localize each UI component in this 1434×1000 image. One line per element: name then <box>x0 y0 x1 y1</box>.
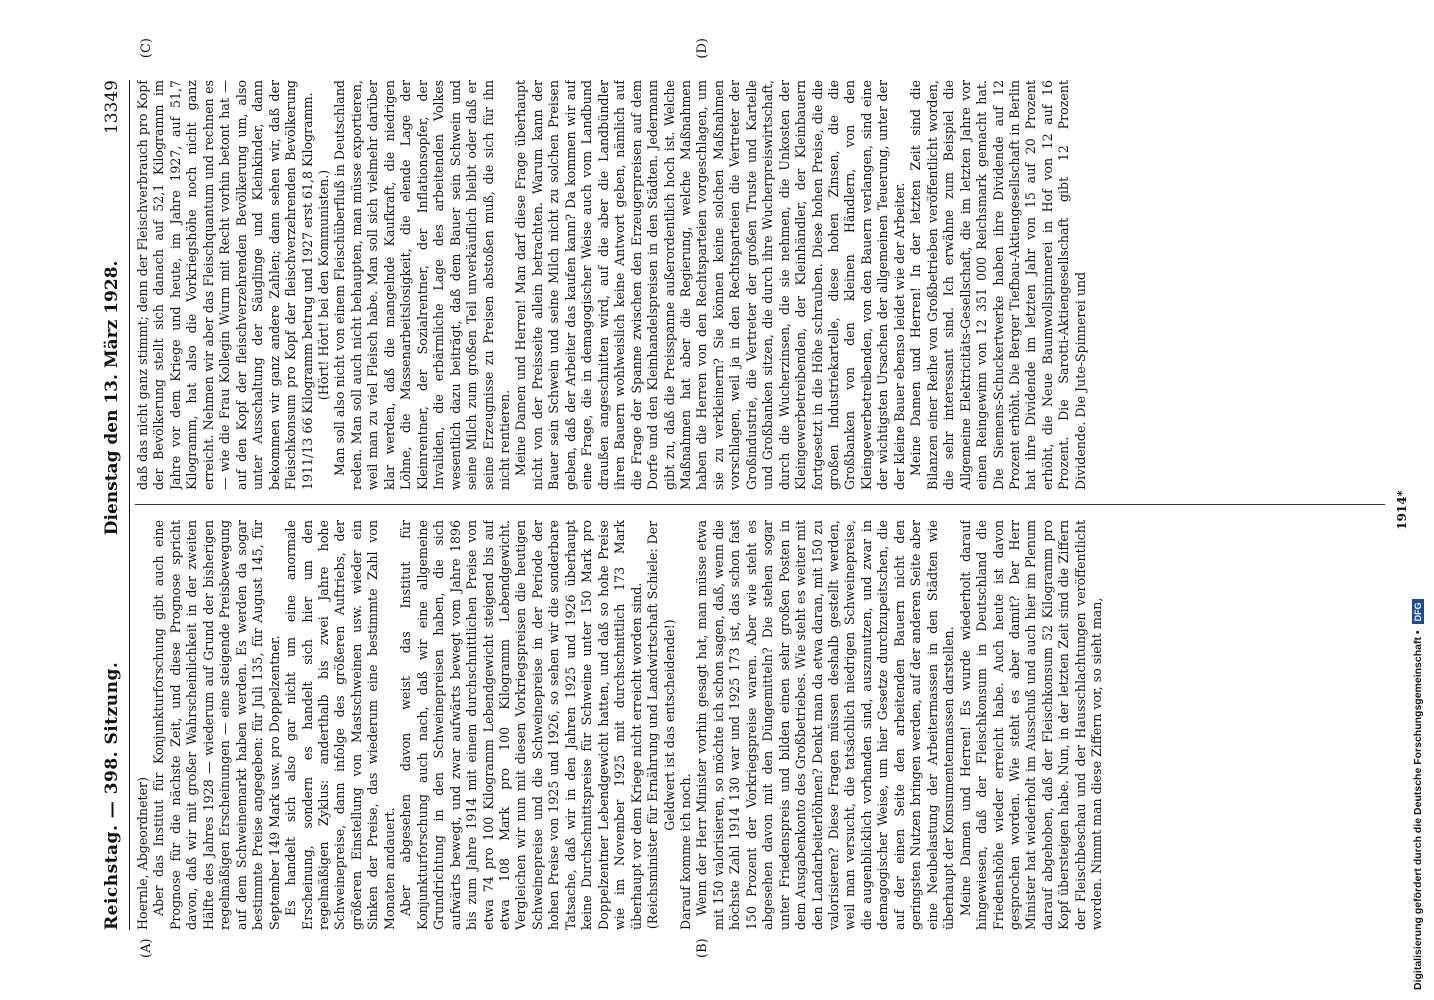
paragraph: Hoernle, Abgeordneter) <box>135 777 150 930</box>
paragraph: Darauf komme ich noch. <box>677 773 693 930</box>
paragraph: Aber das Institut für Konjunkturforschung gibt auch eine Prognose für die nächste Zeit, und diese Prognose spricht davon, daß wir mit großer Wahrscheinlichkeit in der zweiten Hälfte des Jahres 1928 — wiederum auf Grund der bisherigen regelmäßigen Erscheinungen — eine steigende Preisbewegung auf dem Schweinemarkt haben werden. Es werden da sogar bestimmte Preise angegeben: für Juli 135, für August 145, für September 149 Mark usw. pro Doppelzentner. <box>151 520 282 930</box>
document-page <box>95 38 1415 960</box>
margin-marker-d: (D) <box>695 38 710 59</box>
margin-marker-c: (C) <box>139 38 154 59</box>
paragraph: daß das nicht ganz stimmt; denn der Fleischverbrauch pro Kopf der Bevölkerung stellt sich danach auf 52,1 Kilogramm im Jahre vor dem Kriege und heute, im Jahre 1927, auf 51,7 Kilogramm, hat also die Vorkriegshöhe noch nicht ganz erreicht. Nehmen wir aber das Fleischquantum und rechnen es — wie die Frau Kollegin Wurm mit Recht vorhin betont hat — auf den Kopf der fleischverzehrenden Bevölkerung um, also unter Ausschaltung der Säuglinge und Kleinkinder, dann bekommen wir ganz andere Zahlen; dann sehen wir, daß der Fleischkonsum pro Kopf der fleischverzehrenden Bevölkerung 1911/13 66 Kilogramm betrug und 1927 erst 61,8 Kilogramm. <box>135 80 315 490</box>
paragraph: Aber abgesehen davon weist das Institut für Konjunkturforschung auch nach, daß wir eine allgemeine Grundrichtung in den Schweinepreisen haben, die sich aufwärts bewegt, und zwar aufwärts bewegt vom Jahre 1896 bis zum Jahre 1914 mit einem durchschnittlichen Preise von etwa 74 pro 100 Kilogramm Lebendgewicht steigend bis auf etwa 108 Mark pro 100 Kilogramm Lebendgewicht. Vergleichen wir nun mit diesen Vorkriegspreisen die heutigen Schweinepreise und die Schweinepreise in der Periode der hohen Preise von 1925 und 1926, so sehen wir die sonderbare Tatsache, daß wir in den Jahren 1925 und 1926 überhaupt keine Durchschnittspreise für Schweine unter 150 Mark pro Doppelzentner Lebendgewicht hatten, und daß so hohe Preise wie im November 1925 mit durchschnittlich 173 Mark überhaupt vor dem Kriege nicht erreicht worden sind. <box>398 520 644 930</box>
margin-marker-a: (A) <box>139 938 154 958</box>
column-divider <box>135 504 1385 505</box>
header-session: Reichstag. — 398. Sitzung. <box>102 661 122 930</box>
text-column-left <box>135 520 1385 930</box>
paragraph: Meine Damen und Herren! In der letzten Zeit sind die Bilanzen einer Reihe von Großbetrieben veröffentlicht worden, die sehr interessant sind. Ich erwähne zum Beispiel die Allgemeine Elektricitäts-Gesellschaft, die im letzten Jahre vor einen Reingewinn von 12 351 000 Reichsmark gemacht hat. Die Siemens-Schuckertwerke haben ihre Dividende auf 12 Prozent erhöht. Die Berger Tiefbau-Aktiengesellschaft in Berlin hat ihre Dividende im letzten Jahr von 15 auf 20 Prozent erhöht, die Neue Baumwollspinnerei in Hof von 12 auf 16 Prozent. Die Sarotti-Aktiengesellschaft gibt 12 Prozent Dividende. Die Jute-Spinnerei und <box>908 80 1088 490</box>
paragraph: Man soll also nicht von einem Fleischüberfluß in Deutschland reden. Man soll auch nicht behaupten, man müsse exportieren, weil man zu viel Fleisch habe. Man soll sich vielmehr darüber klar werden, daß die mangelnde Kaufkraft, die niedrigen Löhne, die Massenarbeitslosigkeit, die elende Lage der Kleinrentner, der Sozialrentner, der Inflationsopfer, der Invaliden, die erbärmliche Lage des arbeitenden Volkes wesentlich dazu beiträgt, daß dem Bauer sein Schwein und seine Milch zum großen Teil unverkäuflich bleibt oder daß er seine Erzeugnisse zu Preisen abstoßen muß, die sich für ihn nicht rentieren. <box>332 80 512 490</box>
paragraph: Es handelt sich also gar nicht um eine anormale Erscheinung, sondern es handelt sich hier um den regelmäßigen Zyklus: anderthalb bis zwei Jahre hohe Schweinepreise, dann infolge des größeren Auftriebs, der größeren Einstellung von Mastschweinen usw. wieder ein Sinken der Preise, das wiederum eine bestimmte Zahl von Monaten andauert. <box>283 520 397 930</box>
paragraph: Wenn der Herr Minister vorhin gesagt hat, man müsse etwa mit 150 valorisieren, so möchte ich schon sagen, daß, wenn die höchste Zahl 1914 130 war und 1925 173 ist, das schon fast 150 Prozent der Vorkriegspreise waren. Aber wie steht es abgesehen davon mit den Düngemitteln? Die stehen sogar unter Friedenspreis und bilden einen sehr großen Posten in dem Ausgabenkonto des Großbetriebes. Wie steht es weiter mit den Landarbeiterlöhnen? Denkt man da etwa daran, mit 150 zu valorisieren? Diese Fragen müssen deshalb gestellt werden, weil man versucht, die tatsächlich niedrigen Schweinepreise, die augenblicklich vorhanden sind, auszunutzen, und zwar in demagogischer Weise, um hier Gesetze durchzupeitschen, die auf der einen Seite den arbeitenden Bauern nicht den geringsten Nutzen bringen werden, auf der anderen Seite aber eine Neubelastung der Arbeitermassen in den Städten wie überhaupt der Konsumentenmassen darstellen. <box>694 520 957 930</box>
page-header <box>95 80 130 930</box>
paragraph: Meine Damen und Herren! Es wurde wiederholt darauf hingewiesen, daß der Fleischkonsum in Deutschland die Friedenshöhe wieder erreicht habe. Auch heute ist davon gesprochen worden. Wie steht es aber damit? Der Herr Minister hat wiederholt im Ausschuß und auch hier im Plenum darauf abgehoben, daß der Fleischkonsum 52 Kilogramm pro Kopf übersteigen habe. Nun, in der letzten Zeit sind die Ziffern der Fleischbeschau und der Hausschlachtungen veröffentlicht worden. Nimmt man diese Ziffern vor, so sieht man, <box>957 520 1105 930</box>
header-date: Dienstag den 13. März 1928. <box>102 260 122 536</box>
paragraph: Meine Damen und Herren! Man darf diese Frage überhaupt nicht von der Preisseite allein betrachten. Warum kann der Bauer sein Schwein und seine Milch nicht zu solchen Preisen geben, daß der Arbeiter das kaufen kann? Da kommen wir auf eine Frage, die in demagogischer Weise auch vom Landbund draußen angeschnitten wird, auf die aber die Landbündler ihren Bauern wohlweislich keine Antwort geben, nämlich auf die Frage der Spanne zwischen den Erzeugerpreisen auf dem Dorfe und den Kleinhandelspreisen in den Städten. Jedermann gibt zu, daß die Preisspanne außerordentlich hoch ist. Welche Maßnahmen hat aber die Regierung, welche Maßnahmen haben die Herren von den Rechtsparteien vorgeschlagen, um sie zu verkleinern? Sie können keine solchen Maßnahmen vorschlagen, weil ja in den Rechtsparteien die Vertreter der Großindustrie, die Vertreter der großen Truste und Kartelle und Großbanken sitzen, die durch ihre Wucherpreiswirtschaft, durch die Wucherzinsen, die sie nehmen, die Unkosten der Kleingewerbetreibenden, der Kleinhändler, der Kleinbauern fortgesetzt in die Höhe schrauben. Diese hohen Preise, die die großen Industriekartelle, diese hohen Zinsen, die die Großbanken von den kleinen Händlern, von den Kleingewerbetreibenden, von den Bauern verlangen, sind eine der wichtigsten Ursachen der allgemeinen Teuerung, unter der der kleine Bauer ebenso leidet wie der Arbeiter. <box>513 80 907 490</box>
sheet-number: 1914* <box>1395 490 1409 530</box>
credit-text: Digitalisierung gefördert durch die Deutsche Forschungsgemeinschaft • <box>1412 630 1424 990</box>
margin-marker-b: (B) <box>695 938 710 958</box>
paragraph: (Hört! Hört! bei den Kommunisten.) <box>315 169 331 401</box>
text-column-right <box>135 80 1385 490</box>
paragraph: (Reichsminister für Ernährung und Landwirtschaft Schiele: Der Geldwert ist das entscheidende!) <box>645 520 677 930</box>
page-number: 13349 <box>102 80 122 135</box>
digitization-credit <box>1410 0 1434 1000</box>
dfg-logo: DFG <box>1412 599 1424 624</box>
